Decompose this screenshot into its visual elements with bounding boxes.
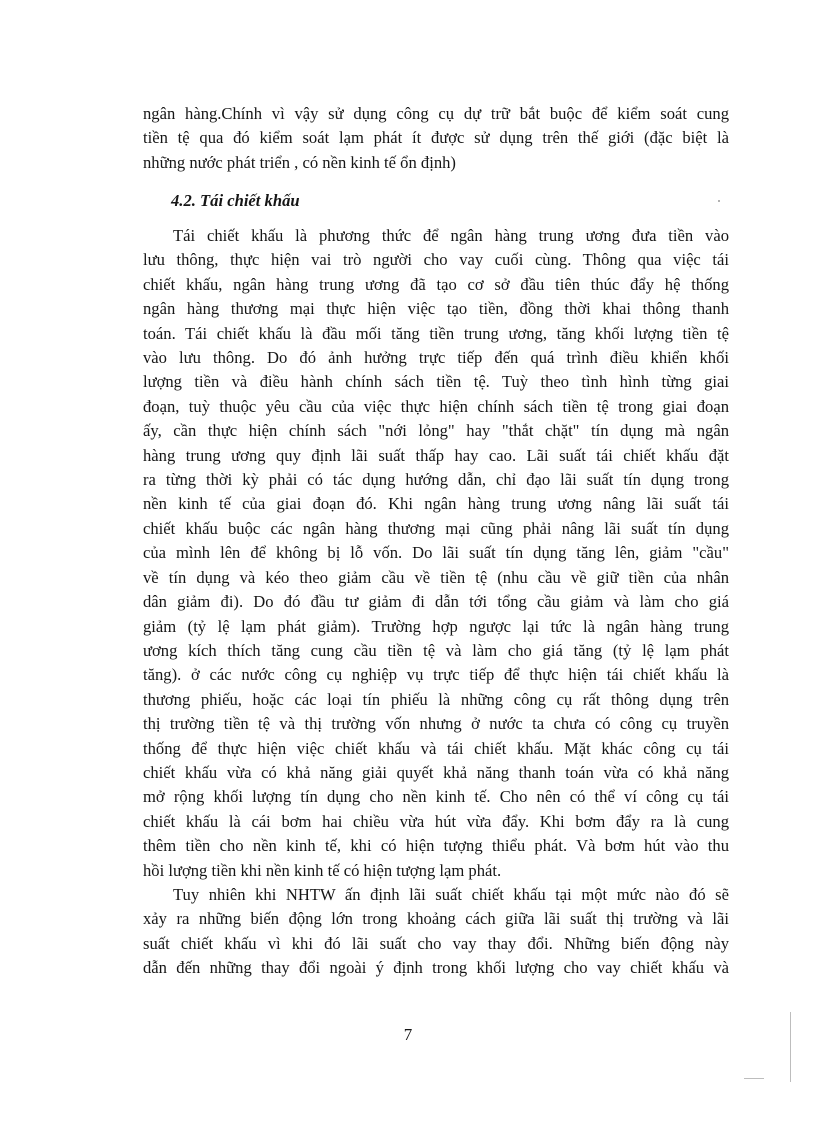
text-line: lượng tiền và điều hành chính sách tiền tệ. Tuỳ theo tình hình từng giai	[143, 372, 729, 392]
text-line: ngân hàng.Chính vì vậy sử dụng công cụ dự trữ bắt buộc để kiểm soát cung	[143, 104, 729, 123]
section-heading: 4.2. Tái chiết khấu	[171, 191, 300, 210]
text-line: ra từng thời kỳ phải có tác dụng hướng dẫn, chỉ đạo lãi suất tín dụng trong	[143, 470, 729, 490]
text-line: xảy ra những biến động lớn trong khoảng cách giữa lãi suất thị trường và lãi	[143, 909, 729, 929]
text-line: của mình lên để không bị lỗ vốn. Do lãi suất tín dụng tăng lên, giảm "cầu"	[143, 543, 729, 563]
text-line: ấy, cần thực hiện chính sách "nới lỏng" hay "thắt chặt" tín dụng mà ngân	[143, 421, 729, 441]
text-line: về tín dụng và kéo theo giảm cầu về tiền tệ (nhu cầu về giữ tiền của nhân	[143, 567, 729, 587]
text-line: toán. Tái chiết khấu là đầu mối tăng tiền trung ương, tăng khối lượng tiền tệ	[143, 323, 729, 343]
scan-edge-dash	[744, 1078, 764, 1079]
text-line: thị trường tiền tệ và thị trường vốn nhưng ở nước ta chưa có công cụ truyền	[143, 714, 729, 734]
text-line: mở rộng khối lượng tín dụng cho nền kinh tế. Cho nên có thể ví công cụ tái	[143, 787, 729, 807]
text-line: tiền tệ qua đó kiểm soát lạm phát ít được sử dụng trên thế giới (đặc biệt là	[143, 128, 729, 148]
text-line: hồi lượng tiền khi nền kinh tế có hiện tượng lạm phát.	[143, 860, 502, 880]
text-line: dân giảm đi). Do đó đầu tư giảm đi dẫn tới tổng cầu giảm và làm cho giá	[143, 592, 729, 612]
text-line: tăng). ở các nước công cụ nghiệp vụ trực tiếp để thực hiện tái chiết khấu là	[143, 665, 729, 685]
page-number: 7	[403, 1025, 413, 1044]
text-line: ngân hàng thương mại thực hiện việc tạo tiền, đồng thời khai thông thanh	[143, 299, 729, 319]
text-line: chiết khấu vừa có khả năng giải quyết khả năng thanh toán vừa có khả năng	[143, 762, 729, 782]
text-line: chiết khấu là cái bơm hai chiều vừa hút vừa đẩy. Khi bơm đẩy ra là cung	[143, 811, 729, 831]
text-line: giảm (tỷ lệ lạm phát giảm). Trường hợp ngược lại tức là ngân hàng trung	[143, 616, 729, 636]
text-line: lưu thông, thực hiện vai trò người cho vay cuối cùng. Thông qua việc tái	[143, 250, 729, 270]
scan-edge-line	[790, 1012, 791, 1082]
paragraph-nhtw-discount-rate	[143, 883, 729, 981]
text-line: thống để thực hiện việc chiết khấu và tái chiết khấu. Mặt khác công cụ tái	[143, 738, 729, 758]
text-line: thêm tiền cho nền kinh tế, khi có hiện tượng thiểu phát. Và bơm hút vào thu	[143, 836, 729, 856]
text-line: nền kinh tế của giai đoạn đó. Khi ngân hàng trung ương nâng lãi suất tái	[143, 494, 729, 514]
text-line: Tái chiết khấu là phương thức để ngân hàng trung ương đưa tiền vào	[173, 226, 729, 245]
paragraph-reserve-requirement	[143, 102, 729, 175]
text-line: chiết khấu buộc các ngân hàng thương mại cũng phải nâng lãi suất tín dụng	[143, 518, 729, 538]
scan-speck	[718, 200, 720, 202]
text-line: hàng trung ương quy định lãi suất thấp hay cao. Lãi suất tái chiết khấu đặt	[143, 445, 729, 465]
paragraph-rediscount	[143, 224, 729, 883]
text-line: những nước phát triển , có nền kinh tế ổn định)	[143, 152, 456, 172]
text-line: ương kích thích tăng cung cầu tiền tệ và làm cho giá tăng (tỷ lệ lạm phát	[143, 640, 729, 660]
text-line: suất chiết khấu vì khi đó lãi suất cho vay thay đổi. Những biến động này	[143, 933, 729, 953]
text-line: thương phiếu, hoặc các loại tín phiếu là những công cụ rất thông dụng trên	[143, 689, 729, 709]
text-line: dẫn đến những thay đổi ngoài ý định trong khối lượng cho vay chiết khấu và	[143, 958, 729, 978]
text-line: vào lưu thông. Do đó ảnh hưởng trực tiếp đến quá trình điều khiển khối	[143, 348, 729, 368]
text-line: chiết khấu, ngân hàng trung ương đã tạo cơ sở đầu tiên thúc đẩy hệ thống	[143, 274, 729, 294]
text-line: Tuy nhiên khi NHTW ấn định lãi suất chiết khấu tại một mức nào đó sẽ	[173, 885, 729, 904]
text-line: đoạn, tuỳ thuộc yêu cầu của việc thực hiện chính sách tiền tệ trong giai đoạn	[143, 396, 729, 416]
